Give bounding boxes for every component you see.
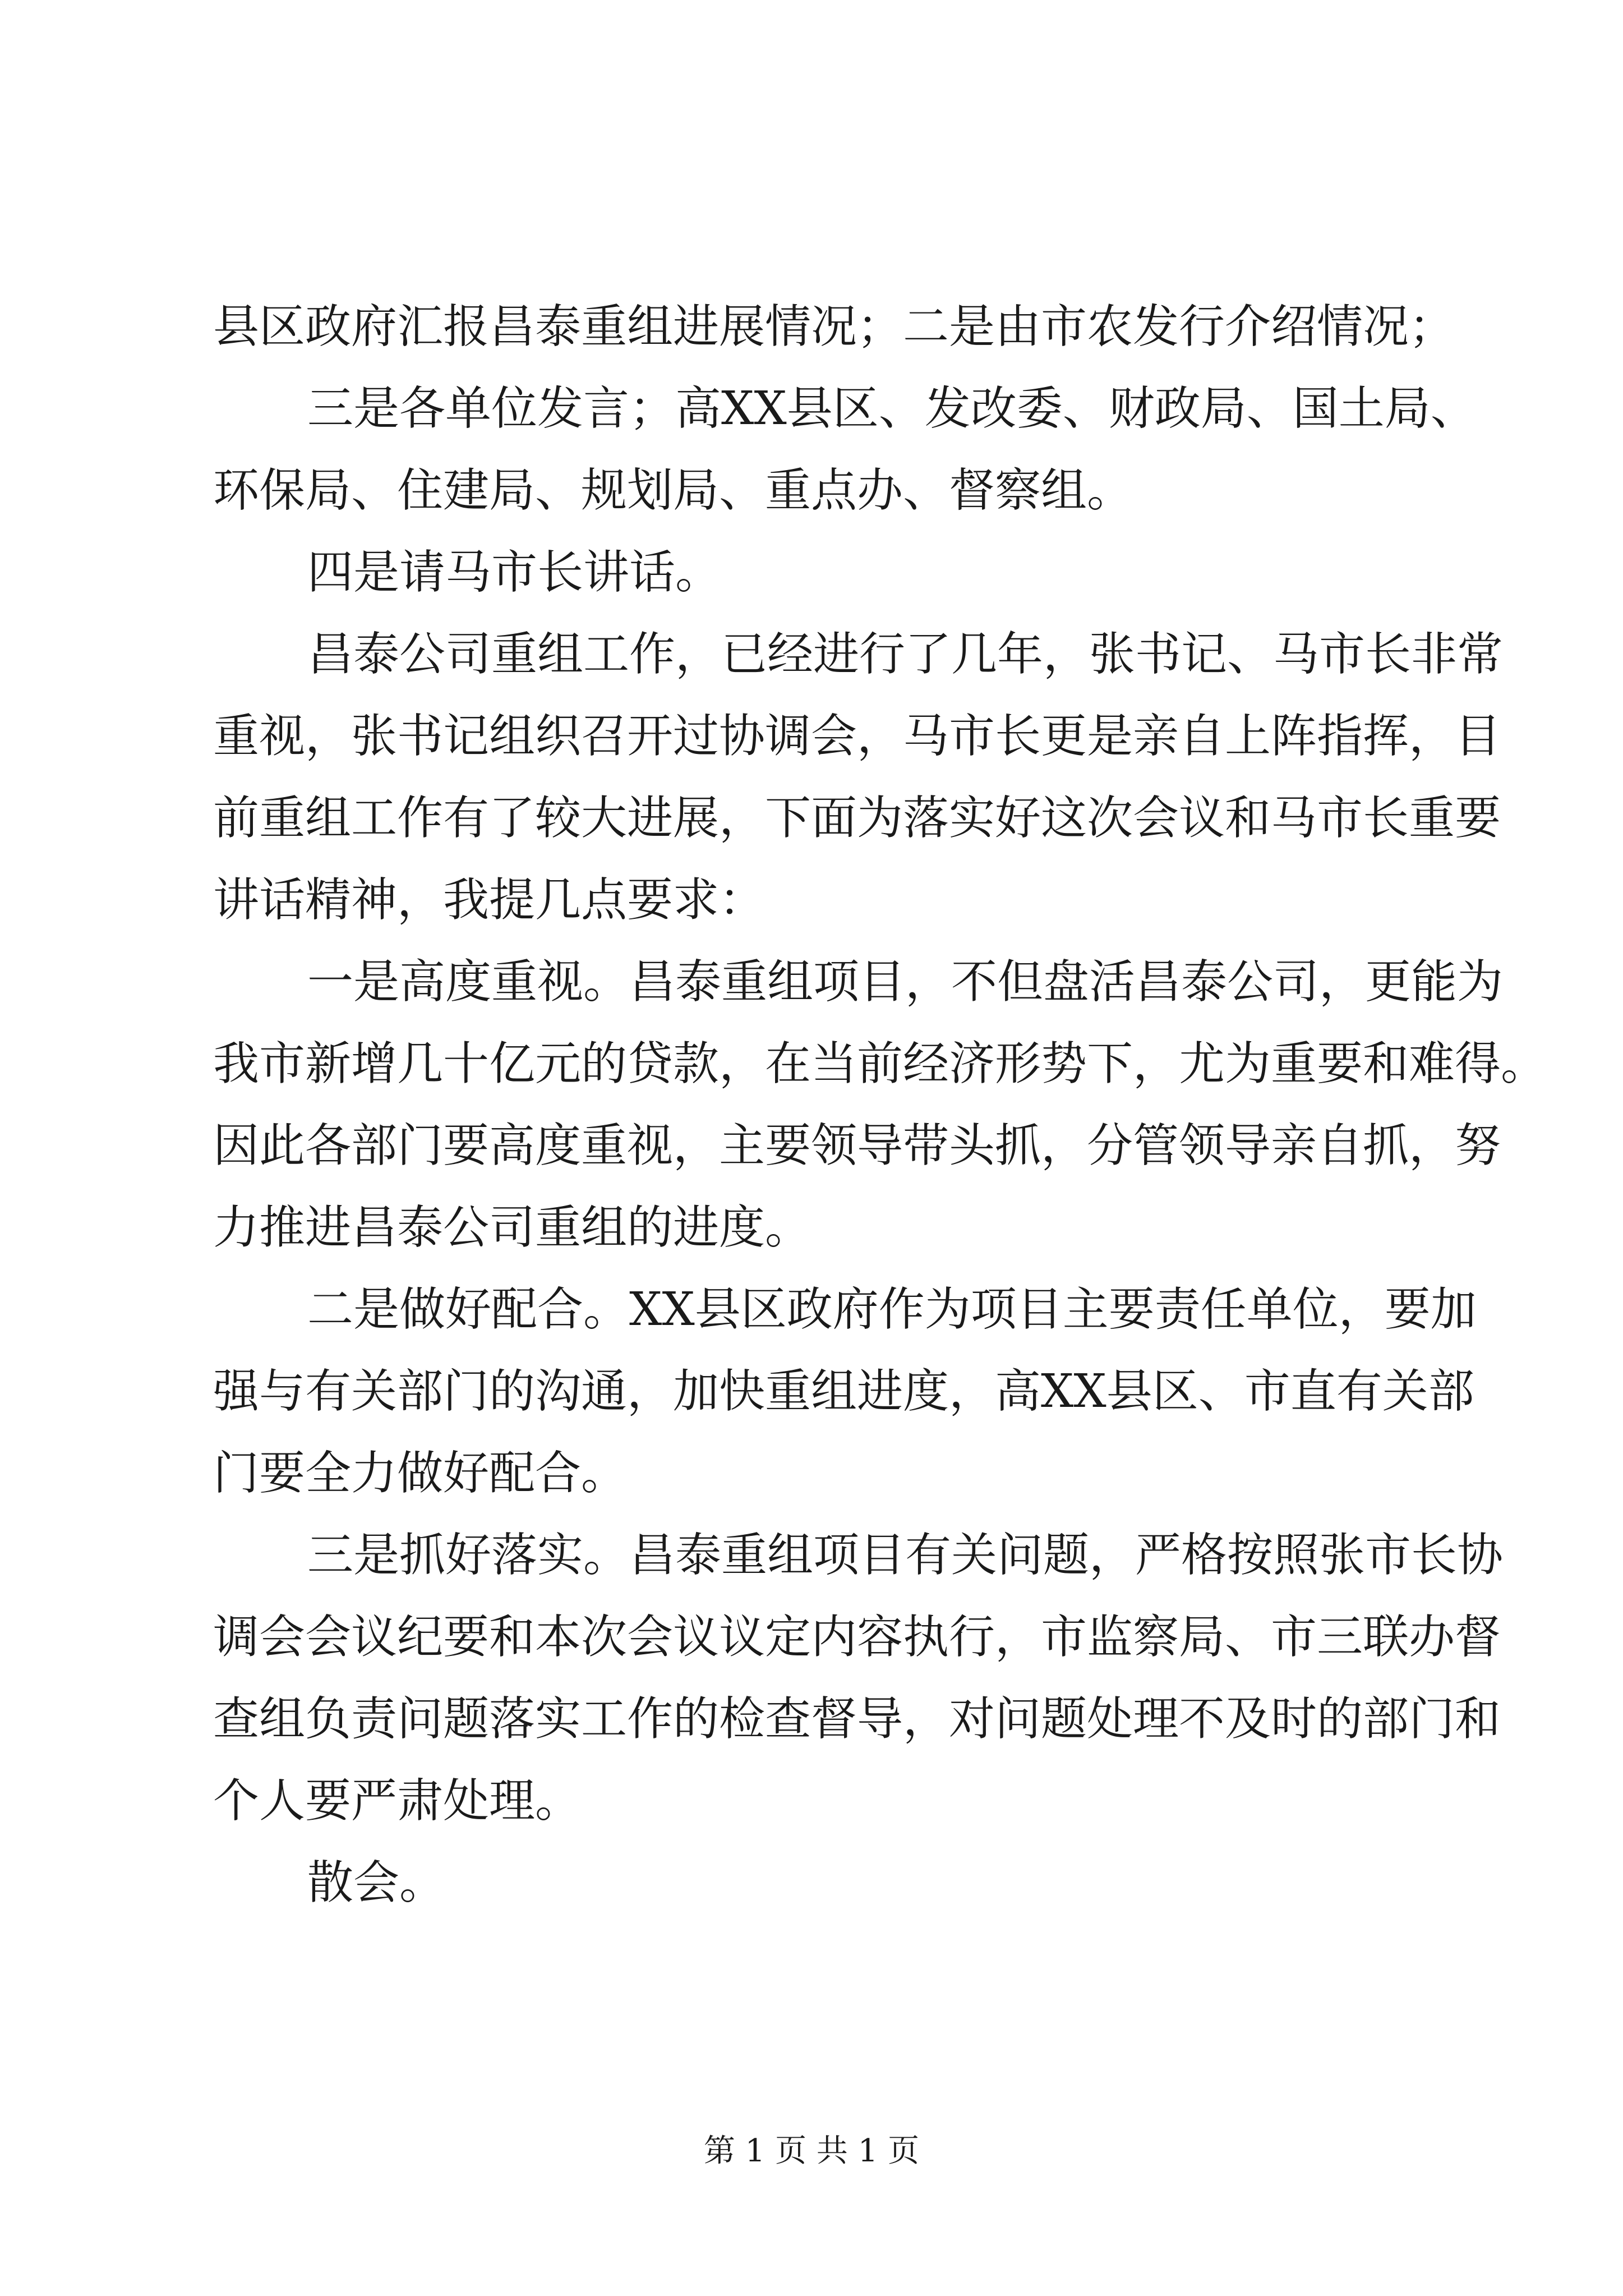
paragraph-line: 三是各单位发言；高XX县区、发改委、财政局、国土局、 bbox=[307, 382, 1477, 435]
paragraph-line: 力推进昌泰公司重组的进度。 bbox=[213, 1201, 811, 1254]
paragraph-line: 环保局、住建局、规划局、重点办、督察组。 bbox=[213, 464, 1133, 517]
paragraph-background bbox=[213, 614, 1504, 941]
paragraph-requirement-3 bbox=[213, 1515, 1504, 1842]
paragraph-line: 四是请马市长讲话。 bbox=[307, 546, 722, 599]
paragraph-line: 一是高度重视。昌泰重组项目，不但盘活昌泰公司，更能为 bbox=[307, 955, 1504, 1009]
paragraph-adjourn bbox=[213, 1842, 1419, 1924]
paragraph-line: 散会。 bbox=[307, 1856, 446, 1910]
paragraph-line: 三是抓好落实。昌泰重组项目有关问题，严格按照张市长协 bbox=[307, 1529, 1504, 1582]
paragraph-line: 因此各部门要高度重视，主要领导带头抓，分管领导亲自抓，努 bbox=[213, 1119, 1501, 1172]
paragraph-requirement-1 bbox=[213, 941, 1547, 1269]
paragraph-line: 查组负责问题落实工作的检查督导，对问题处理不及时的部门和 bbox=[213, 1692, 1501, 1746]
paragraph-report-order bbox=[213, 286, 1455, 368]
paragraph-line: 重视，张书记组织召开过协调会，马市长更是亲自上阵指挥，目 bbox=[213, 710, 1501, 763]
paragraph-line: 昌泰公司重组工作，已经进行了几年，张书记、马市长非常 bbox=[307, 628, 1504, 681]
paragraph-line: 讲话精神，我提几点要求： bbox=[213, 873, 766, 927]
paragraph-line: 前重组工作有了较大进展，下面为落实好这次会议和马市长重要 bbox=[213, 792, 1501, 845]
paragraph-line: 门要全力做好配合。 bbox=[213, 1447, 628, 1500]
paragraph-line: 调会会议纪要和本次会议议定内容执行，市监察局、市三联办督 bbox=[213, 1611, 1501, 1664]
paragraph-line: 强与有关部门的沟通，加快重组进度，高XX县区、市直有关部 bbox=[213, 1365, 1474, 1418]
paragraph-line: 县区政府汇报昌泰重组进展情况；二是由市农发行介绍情况； bbox=[213, 300, 1455, 353]
paragraph-requirement-2 bbox=[213, 1269, 1477, 1515]
document-body bbox=[213, 286, 1547, 1924]
paragraph-line: 个人要严肃处理。 bbox=[213, 1774, 582, 1828]
page-number-footer: 第 1 页 共 1 页 bbox=[703, 2133, 920, 2169]
paragraph-speakers bbox=[213, 368, 1477, 532]
paragraph-line: 我市新增几十亿元的贷款，在当前经济形势下，尤为重要和难得。 bbox=[213, 1037, 1547, 1091]
paragraph-mayor-speech bbox=[213, 532, 1419, 614]
paragraph-line: 二是做好配合。XX县区政府作为项目主要责任单位，要加 bbox=[307, 1283, 1477, 1336]
